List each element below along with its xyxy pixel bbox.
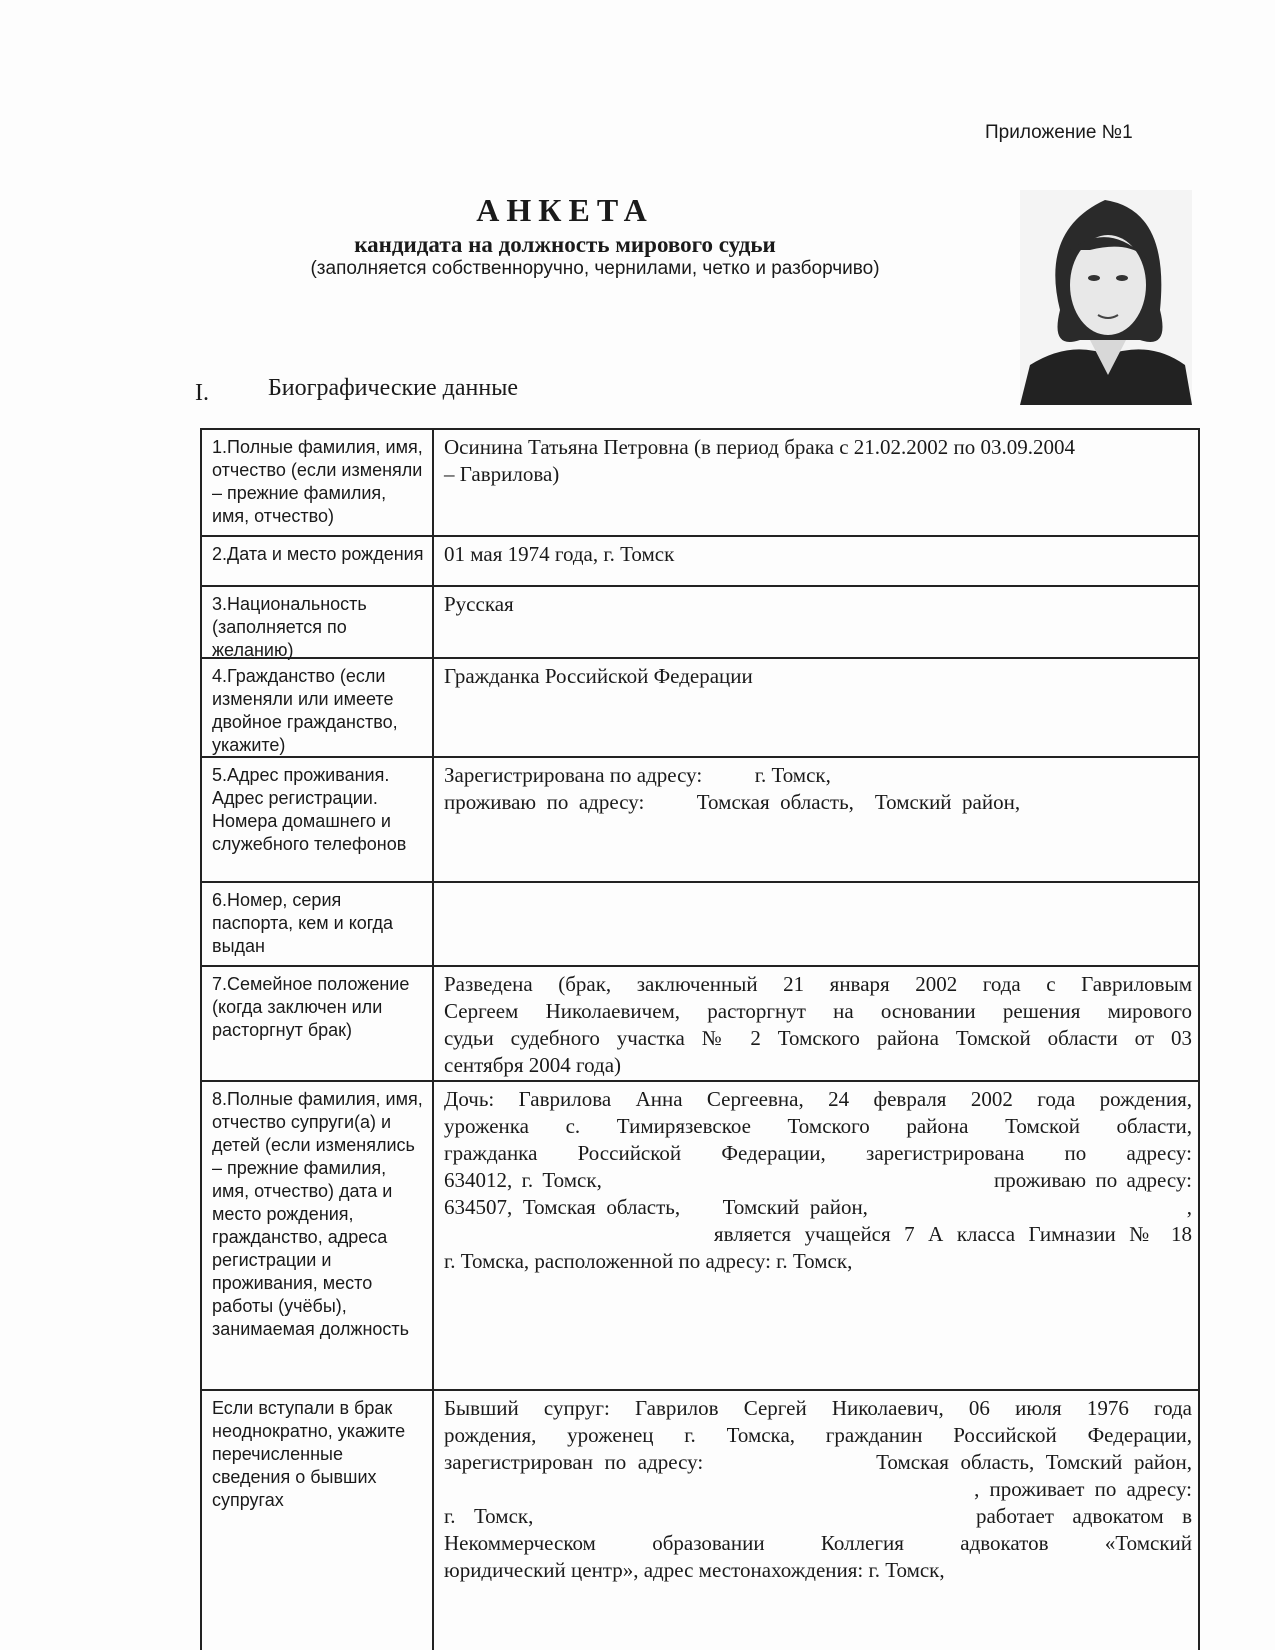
field-value	[434, 659, 1198, 756]
value-line: уроженка с. Тимирязевское Томского района Томской области,	[444, 1114, 1192, 1138]
field-label: 6.Номер, серия паспорта, кем и когда выдан	[202, 883, 434, 965]
form-instructions: (заполняется собственноручно, чернилами, четко и разборчиво)	[310, 258, 880, 279]
field-label: 7.Семейное положение (когда заключен или расторгнут брак)	[202, 967, 434, 1080]
table-row	[200, 537, 1200, 587]
value-line: г. Томск, работает адвокатом в	[444, 1504, 1192, 1528]
field-label: 5.Адрес проживания. Адрес регистрации. Номера домашнего и служебного телефонов	[202, 758, 434, 881]
value-line: Русская	[444, 592, 514, 616]
field-value	[434, 430, 1198, 535]
field-value	[434, 758, 1198, 881]
section-title: Биографические данные	[268, 375, 518, 401]
value-line: 634507, Томская область, Томский район, ,	[444, 1195, 1192, 1219]
field-label: 3.Национальность (заполняется по желанию)	[202, 587, 434, 657]
value-line: проживаю по адресу: Томская область, Томский район,	[444, 790, 1021, 814]
field-value	[434, 1082, 1198, 1389]
field-value	[434, 537, 1198, 585]
biographical-table	[200, 428, 1200, 1650]
value-line: 634012, г. Томск, проживаю по адресу:	[444, 1168, 1192, 1192]
appendix-number: Приложение №1	[985, 122, 1133, 143]
field-value	[434, 1391, 1198, 1650]
table-row	[200, 587, 1200, 659]
table-row	[200, 883, 1200, 967]
table-row	[200, 430, 1200, 537]
form-subtitle: кандидата на должность мирового судьи	[354, 232, 776, 257]
table-row	[200, 758, 1200, 883]
field-label: 4.Гражданство (если изменяли или имеете двойное гражданство, укажите)	[202, 659, 434, 756]
value-line: Некоммерческом образовании Коллегия адвокатов «Томский	[444, 1531, 1192, 1555]
value-line: Сергеем Николаевичем, расторгнут на основании решения мирового	[444, 999, 1192, 1023]
value-line: , проживает по адресу:	[444, 1477, 1193, 1501]
value-line: Осинина Татьяна Петровна (в период брака с 21.02.2002 по 03.09.2004	[444, 435, 1076, 459]
value-line: гражданка Российской Федерации, зарегистрирована по адресу:	[444, 1141, 1192, 1165]
value-line: Бывший супруг: Гаврилов Сергей Николаевич, 06 июля 1976 года	[444, 1396, 1192, 1420]
value-line: зарегистрирован по адресу: Томская область, Томский район,	[444, 1450, 1192, 1474]
field-label: Если вступали в брак неоднократно, укажите перечисленные сведения о бывших супругах	[202, 1391, 434, 1650]
value-line: рождения, уроженец г. Томска, гражданин Российской Федерации,	[444, 1423, 1192, 1447]
value-line: Зарегистрирована по адресу: г. Томск,	[444, 763, 831, 787]
value-line: судьи судебного участка № 2 Томского района Томской области от 03	[444, 1026, 1192, 1050]
value-line: г. Томска, расположенной по адресу: г. Томск,	[444, 1249, 853, 1273]
field-value	[434, 587, 1198, 657]
table-row	[200, 967, 1200, 1082]
value-line: юридический центр», адрес местонахождения: г. Томск,	[444, 1558, 945, 1582]
form-title: АНКЕТА	[476, 192, 654, 228]
value-line: является учащейся 7 А класса Гимназии № 18	[444, 1222, 1193, 1246]
candidate-photo	[1020, 190, 1192, 405]
table-row	[200, 1082, 1200, 1391]
field-value	[434, 883, 1198, 965]
value-line: сентября 2004 года)	[444, 1053, 622, 1077]
field-label: 8.Полные фамилия, имя, отчество супруги(а) и детей (если изменялись – прежние фамилия, имя, отчество) дата и место рождения, гражданство, адреса регистрации и проживания, место работы (учёбы), занимаемая должность	[202, 1082, 434, 1389]
section-number: I.	[195, 380, 209, 406]
value-line: Дочь: Гаврилова Анна Сергеевна, 24 февраля 2002 года рождения,	[444, 1087, 1192, 1111]
field-label: 1.Полные фамилия, имя, отчество (если изменяли – прежние фамилия, имя, отчество)	[202, 430, 434, 535]
field-label: 2.Дата и место рождения	[202, 537, 434, 585]
value-line: 01 мая 1974 года, г. Томск	[444, 542, 675, 566]
table-row	[200, 659, 1200, 758]
value-line: Разведена (брак, заключенный 21 января 2002 года с Гавриловым	[444, 972, 1192, 996]
value-line: – Гаврилова)	[444, 462, 560, 486]
field-value	[434, 967, 1198, 1080]
table-row	[200, 1391, 1200, 1650]
value-line: Гражданка Российской Федерации	[444, 664, 753, 688]
